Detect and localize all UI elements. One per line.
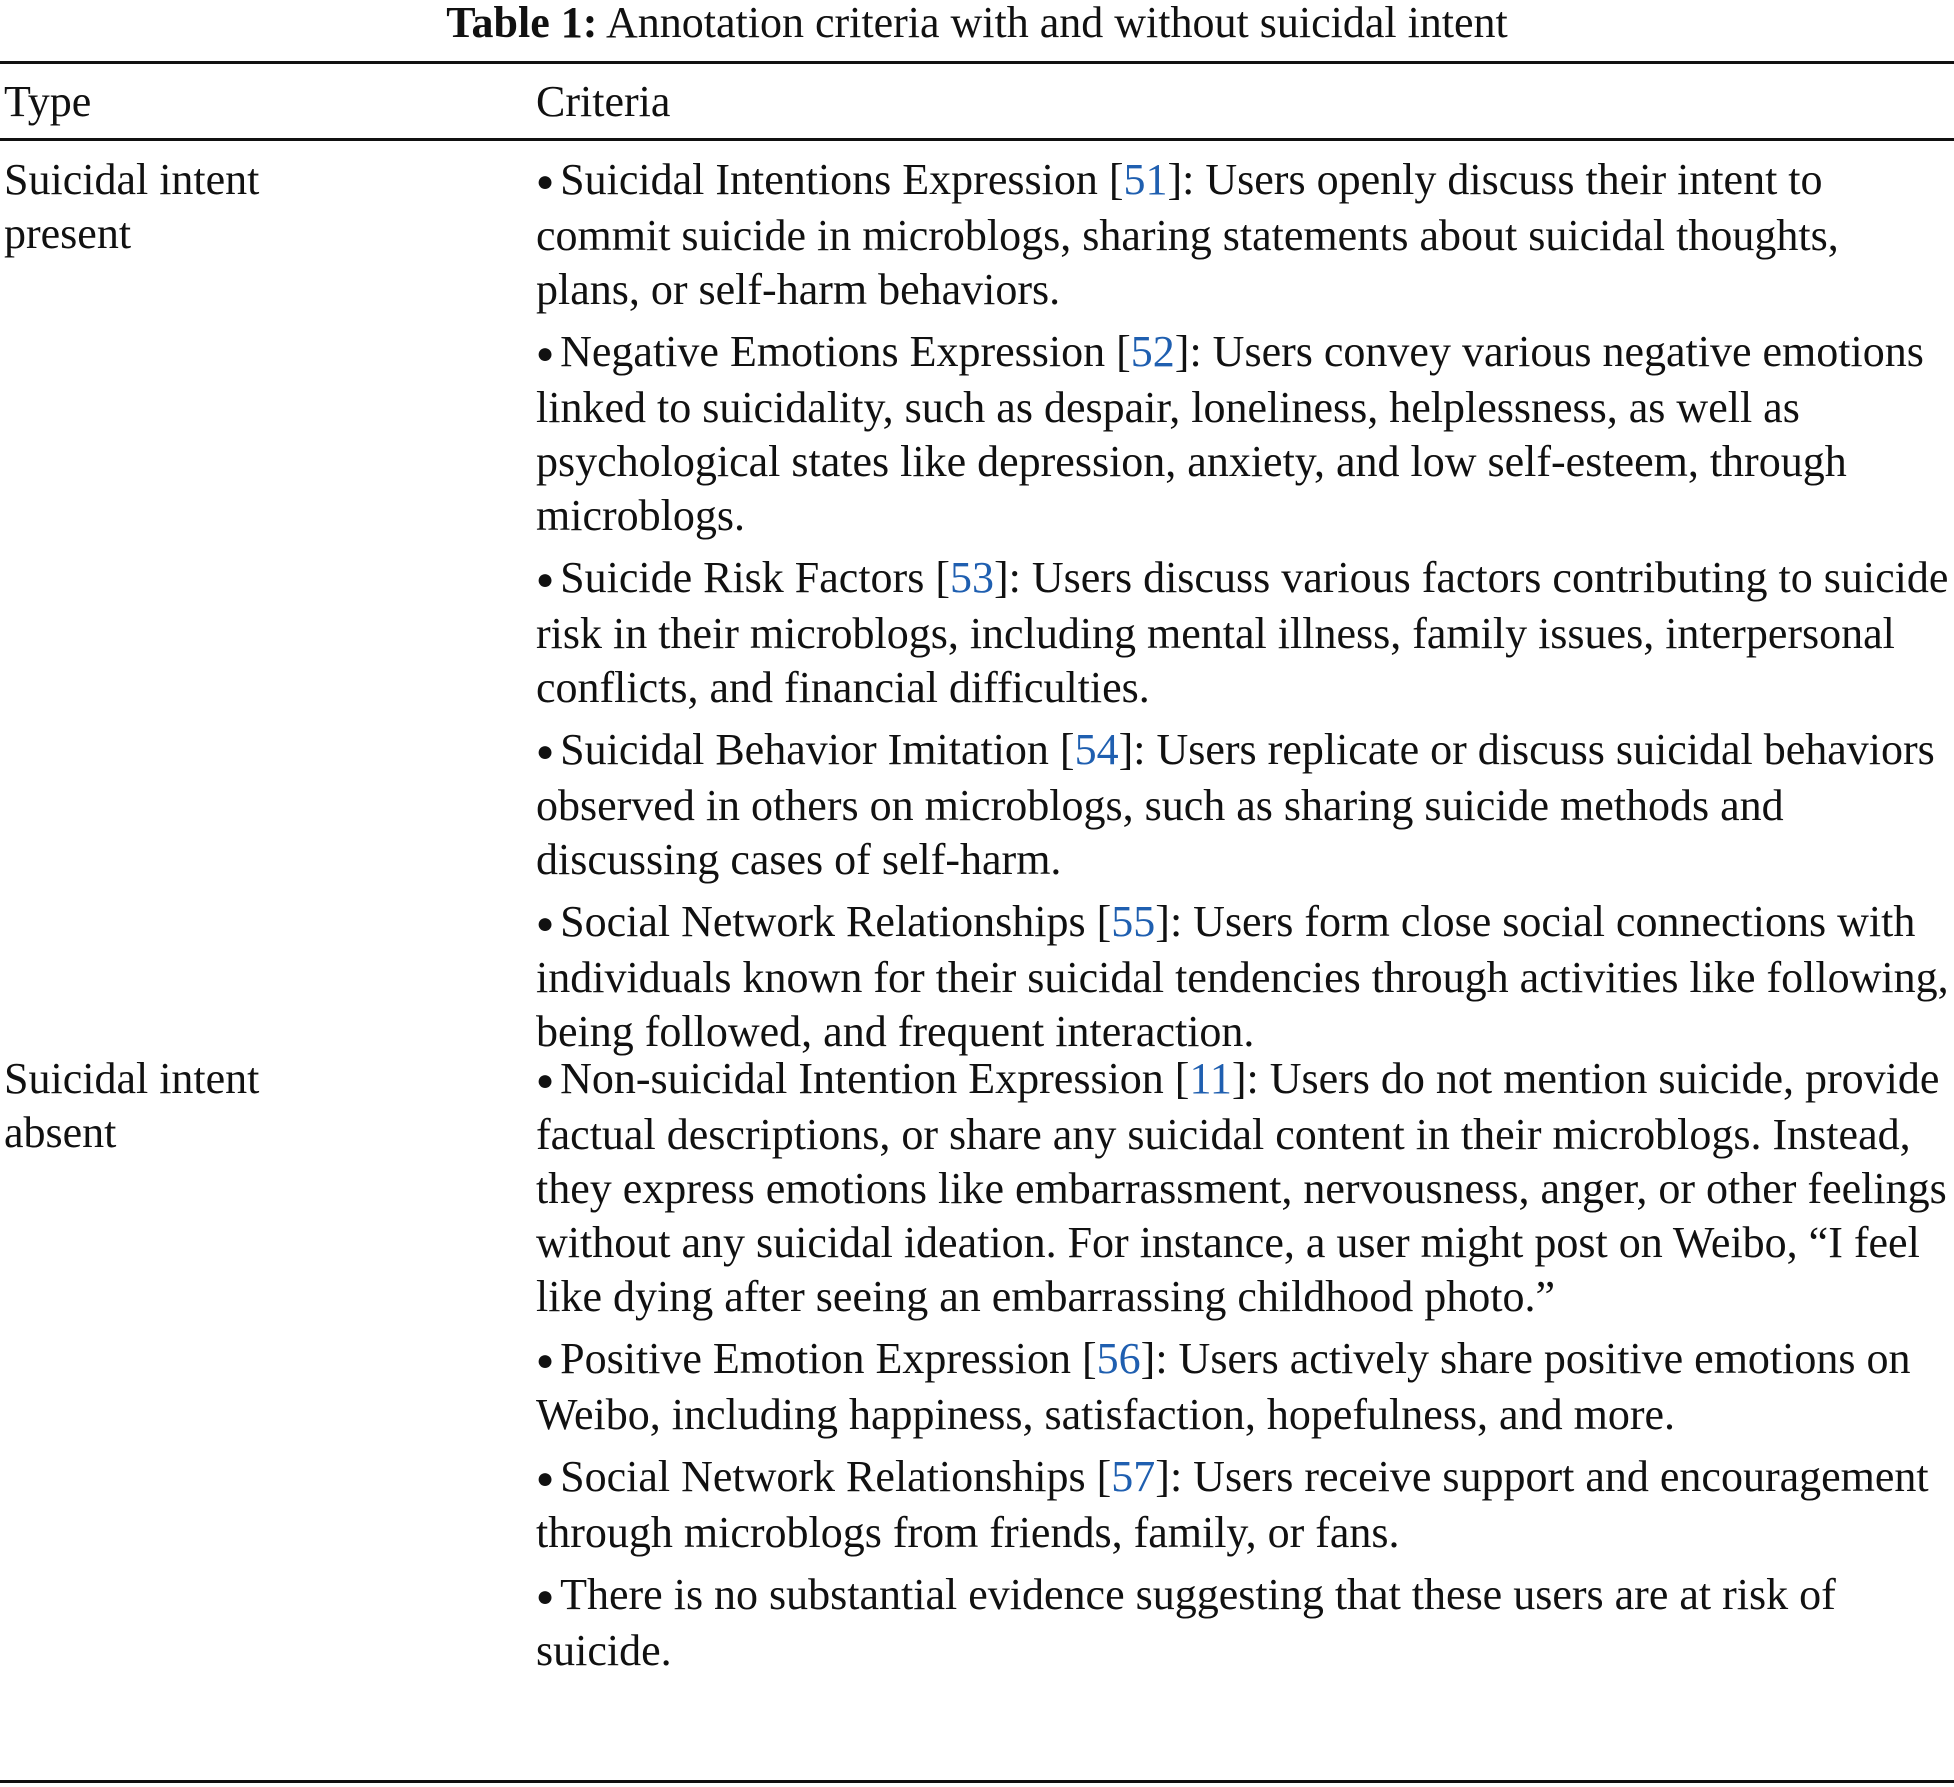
criteria-description: : Users actively share positive emotions on Weibo, including happiness, satisfaction, hopefulness, and more. [536, 1334, 1911, 1439]
criteria-item: ● Non-suicidal Intention Expression [11]: Users do not mention suicide, provide factual descriptions, or share any suicidal content in their microblogs. Instead, they express emotions like embarrassment, nervousness, anger, or other feelings without any suicidal ideation. For instance, a user might post on Weibo, “I feel like dying after seeing an embarrassing childhood photo.” [536, 1054, 1947, 1321]
citation-link[interactable]: 56 [1096, 1334, 1141, 1383]
criteria-item: ● Positive Emotion Expression [56]: Users actively share positive emotions on Weibo, including happiness, satisfaction, hopefulness, and more. [536, 1334, 1911, 1439]
bullet-icon: ● [536, 1344, 555, 1377]
criteria-item [536, 1568, 1950, 1678]
type-cell-line: Suicidal intent [4, 1054, 260, 1103]
column-header-type: Type [4, 77, 92, 126]
citation-link[interactable]: 51 [1123, 155, 1168, 204]
type-cell-line: Suicidal intent [4, 155, 260, 204]
criteria-title: Non-suicidal Intention Expression [560, 1054, 1164, 1103]
criteria-description: There is no substantial evidence suggesting that these users are at risk of suicide. [536, 1570, 1836, 1675]
bottom-rule [0, 1780, 1954, 1783]
criteria-list-absent [536, 1052, 1950, 1686]
bullet-icon: ● [536, 907, 555, 940]
type-cell-line: absent [4, 1108, 117, 1157]
bullet-icon: ● [536, 337, 555, 370]
table-caption-label: Table 1: [446, 0, 598, 47]
criteria-item: ● Negative Emotions Expression [52]: Users convey various negative emotions linked to suicidality, such as despair, loneliness, helplessness, as well as psychological states like depression, anxiety, and low self-esteem, through microblogs. [536, 327, 1924, 540]
header-rule [0, 138, 1954, 141]
type-cell-absent [4, 1052, 474, 1160]
citation-link[interactable]: 54 [1074, 725, 1119, 774]
citation-link[interactable]: 57 [1111, 1452, 1156, 1501]
bullet-icon: ● [536, 1580, 555, 1613]
criteria-description: : Users form close social connections with individuals known for their suicidal tendencies through activities like following, being followed, and frequent interaction. [536, 897, 1949, 1056]
citation-link[interactable]: 11 [1189, 1054, 1232, 1103]
criteria-item: ● Social Network Relationships [55]: Users form close social connections with individuals known for their suicidal tendencies through activities like following, being followed, and frequent interaction. [536, 897, 1949, 1056]
criteria-title: Suicidal Intentions Expression [560, 155, 1098, 204]
criteria-description: : Users discuss various factors contributing to suicide risk in their microblogs, including mental illness, family issues, interpersonal conflicts, and financial difficulties. [536, 553, 1949, 712]
criteria-item: ● Suicidal Intentions Expression [51]: Users openly discuss their intent to commit suicide in microblogs, sharing statements about suicidal thoughts, plans, or self-harm behaviors. [536, 155, 1839, 314]
bullet-icon: ● [536, 1064, 555, 1097]
citation-link[interactable]: 53 [949, 553, 994, 602]
criteria-title: Positive Emotion Expression [560, 1334, 1072, 1383]
citation-link[interactable]: 52 [1130, 327, 1175, 376]
criteria-title: Negative Emotions Expression [560, 327, 1106, 376]
criteria-title: Social Network Relationships [560, 897, 1086, 946]
top-rule [0, 61, 1954, 64]
criteria-description: : Users openly discuss their intent to commit suicide in microblogs, sharing statements about suicidal thoughts, plans, or self-harm behaviors. [536, 155, 1839, 314]
criteria-title: Social Network Relationships [560, 1452, 1086, 1501]
column-header-criteria: Criteria [536, 77, 671, 126]
bullet-icon: ● [536, 563, 555, 596]
criteria-description: : Users convey various negative emotions linked to suicidality, such as despair, loneliness, helplessness, as well as psychological states like depression, anxiety, and low self-esteem, through microblogs. [536, 327, 1924, 540]
table-caption [0, 0, 1954, 46]
type-cell-present [4, 153, 474, 261]
criteria-description: : Users receive support and encouragement through microblogs from friends, family, or fans. [536, 1452, 1929, 1557]
table-caption-text: Annotation criteria with and without suicidal intent [605, 0, 1508, 47]
criteria-description: : Users replicate or discuss suicidal behaviors observed in others on microblogs, such as sharing suicide methods and discussing cases of self-harm. [536, 725, 1935, 884]
criteria-title: Suicide Risk Factors [560, 553, 925, 602]
criteria-item: ● Social Network Relationships [57]: Users receive support and encouragement through microblogs from friends, family, or fans. [536, 1452, 1929, 1557]
bullet-icon: ● [536, 1462, 555, 1495]
bullet-icon: ● [536, 735, 555, 768]
type-cell-line: present [4, 209, 132, 258]
criteria-item: ● Suicide Risk Factors [53]: Users discuss various factors contributing to suicide risk in their microblogs, including mental illness, family issues, interpersonal conflicts, and financial difficulties. [536, 553, 1949, 712]
criteria-description: : Users do not mention suicide, provide factual descriptions, or share any suicidal content in their microblogs. Instead, they express emotions like embarrassment, nervousness, anger, or other feelings without any suicidal ideation. For instance, a user might post on Weibo, “I feel like dying after seeing an embarrassing childhood photo.” [536, 1054, 1947, 1321]
criteria-list-present [536, 153, 1950, 1067]
citation-link[interactable]: 55 [1111, 897, 1156, 946]
bullet-icon: ● [536, 165, 555, 198]
criteria-item: ● Suicidal Behavior Imitation [54]: Users replicate or discuss suicidal behaviors observed in others on microblogs, such as sharing suicide methods and discussing cases of self-harm. [536, 725, 1935, 884]
criteria-title: Suicidal Behavior Imitation [560, 725, 1049, 774]
